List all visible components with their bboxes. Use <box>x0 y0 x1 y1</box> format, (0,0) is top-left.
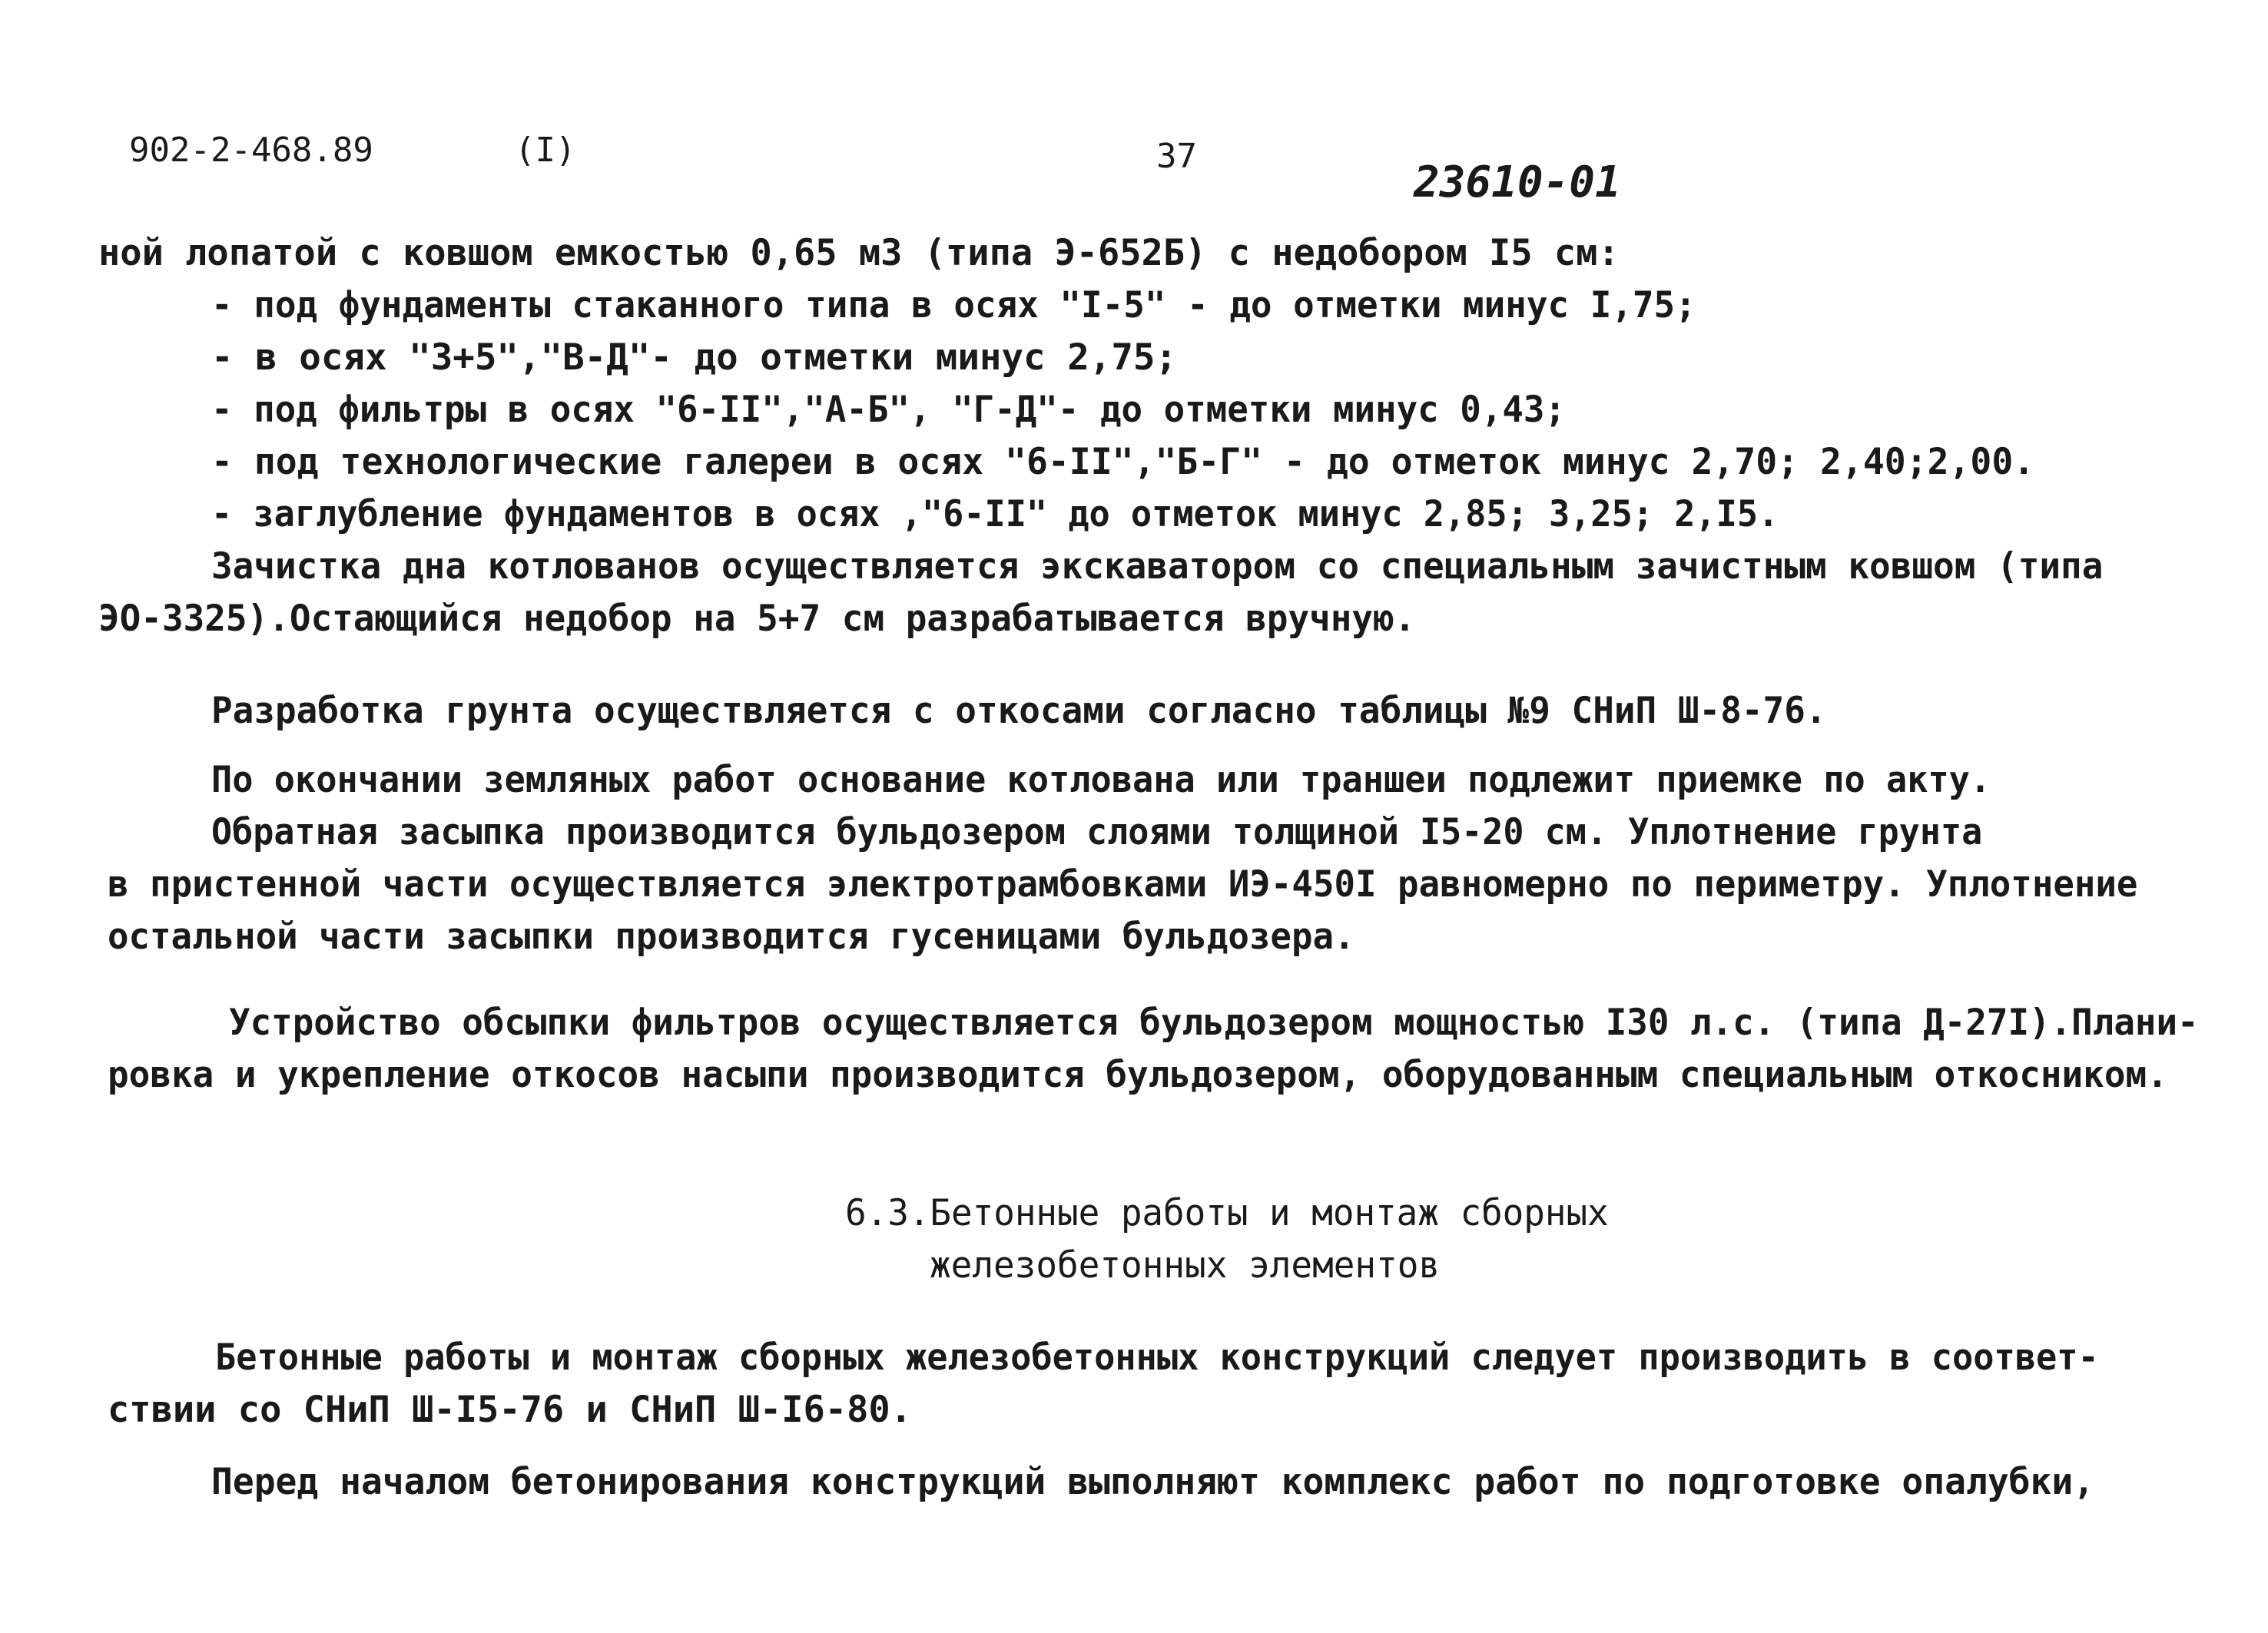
page-number: 37 <box>1156 137 1197 176</box>
paragraph-line: По окончании земляных работ основание котлована или траншеи подлежит приемке по акту. <box>211 759 1991 801</box>
list-item: - в осях "3+5","В-Д"- до отметки минус 2,75; <box>211 336 1178 379</box>
paragraph-line: Перед началом бетонирования конструкций выполняют комплекс работ по подготовке опалубки, <box>211 1461 2095 1503</box>
doc-part: (I) <box>515 131 576 170</box>
inventory-number: 23610-01 <box>1414 157 1621 207</box>
section-heading: железобетонных элементов <box>930 1244 1441 1287</box>
list-item: - под технологические галереи в осях "6-II","Б-Г" - до отметок минус 2,70; 2,40;2,00. <box>211 441 2035 483</box>
paragraph-line: в пристенной части осуществляется электротрамбовками ИЭ-450I равномерно по периметру. Уплотнение <box>108 863 2138 906</box>
paragraph-line: Разработка грунта осуществляется с откосами согласно таблицы №9 СНиП Ш-8-76. <box>211 690 1827 732</box>
paragraph-line: Бетонные работы и монтаж сборных железобетонных конструкций следует производить в соответ- <box>215 1337 2099 1379</box>
section-heading: 6.3.Бетонные работы и монтаж сборных <box>845 1192 1609 1234</box>
doc-code: 902-2-468.89 <box>129 131 373 170</box>
list-item: - под фундаменты стаканного типа в осях "I-5" - до отметки минус I,75; <box>211 284 1696 326</box>
paragraph-line: остальной части засыпки производится гусеницами бульдозера. <box>108 916 1355 958</box>
text-line: ной лопатой с ковшом емкостью 0,65 м3 (типа Э-652Б) с недобором I5 см: <box>98 232 1620 274</box>
paragraph-line: Устройство обсыпки фильтров осуществляется бульдозером мощностью I30 л.с. (типа Д-27I).Плани- <box>229 1002 2199 1044</box>
paragraph-line: Зачистка дна котлованов осуществляется экскаватором со специальным зачистным ковшом (типа <box>211 545 2104 588</box>
paragraph-line: Обратная засыпка производится бульдозером слоями толщиной I5-20 см. Уплотнение грунта <box>211 811 1983 853</box>
paragraph-line: ствии со СНиП Ш-I5-76 и СНиП Ш-I6-80. <box>108 1389 912 1431</box>
list-item: - под фильтры в осях "6-II","А-Б", "Г-Д"- до отметки минус 0,43; <box>211 389 1566 431</box>
paragraph-line: ЭО-3325).Остающийся недобор на 5+7 см разрабатывается вручную. <box>98 598 1416 640</box>
paragraph-line: ровка и укрепление откосов насыпи производится бульдозером, оборудованным специальным откосником. <box>108 1054 2168 1096</box>
list-item: - заглубление фундаментов в осях ,"6-II" до отметок минус 2,85; 3,25; 2,I5. <box>211 493 1779 535</box>
